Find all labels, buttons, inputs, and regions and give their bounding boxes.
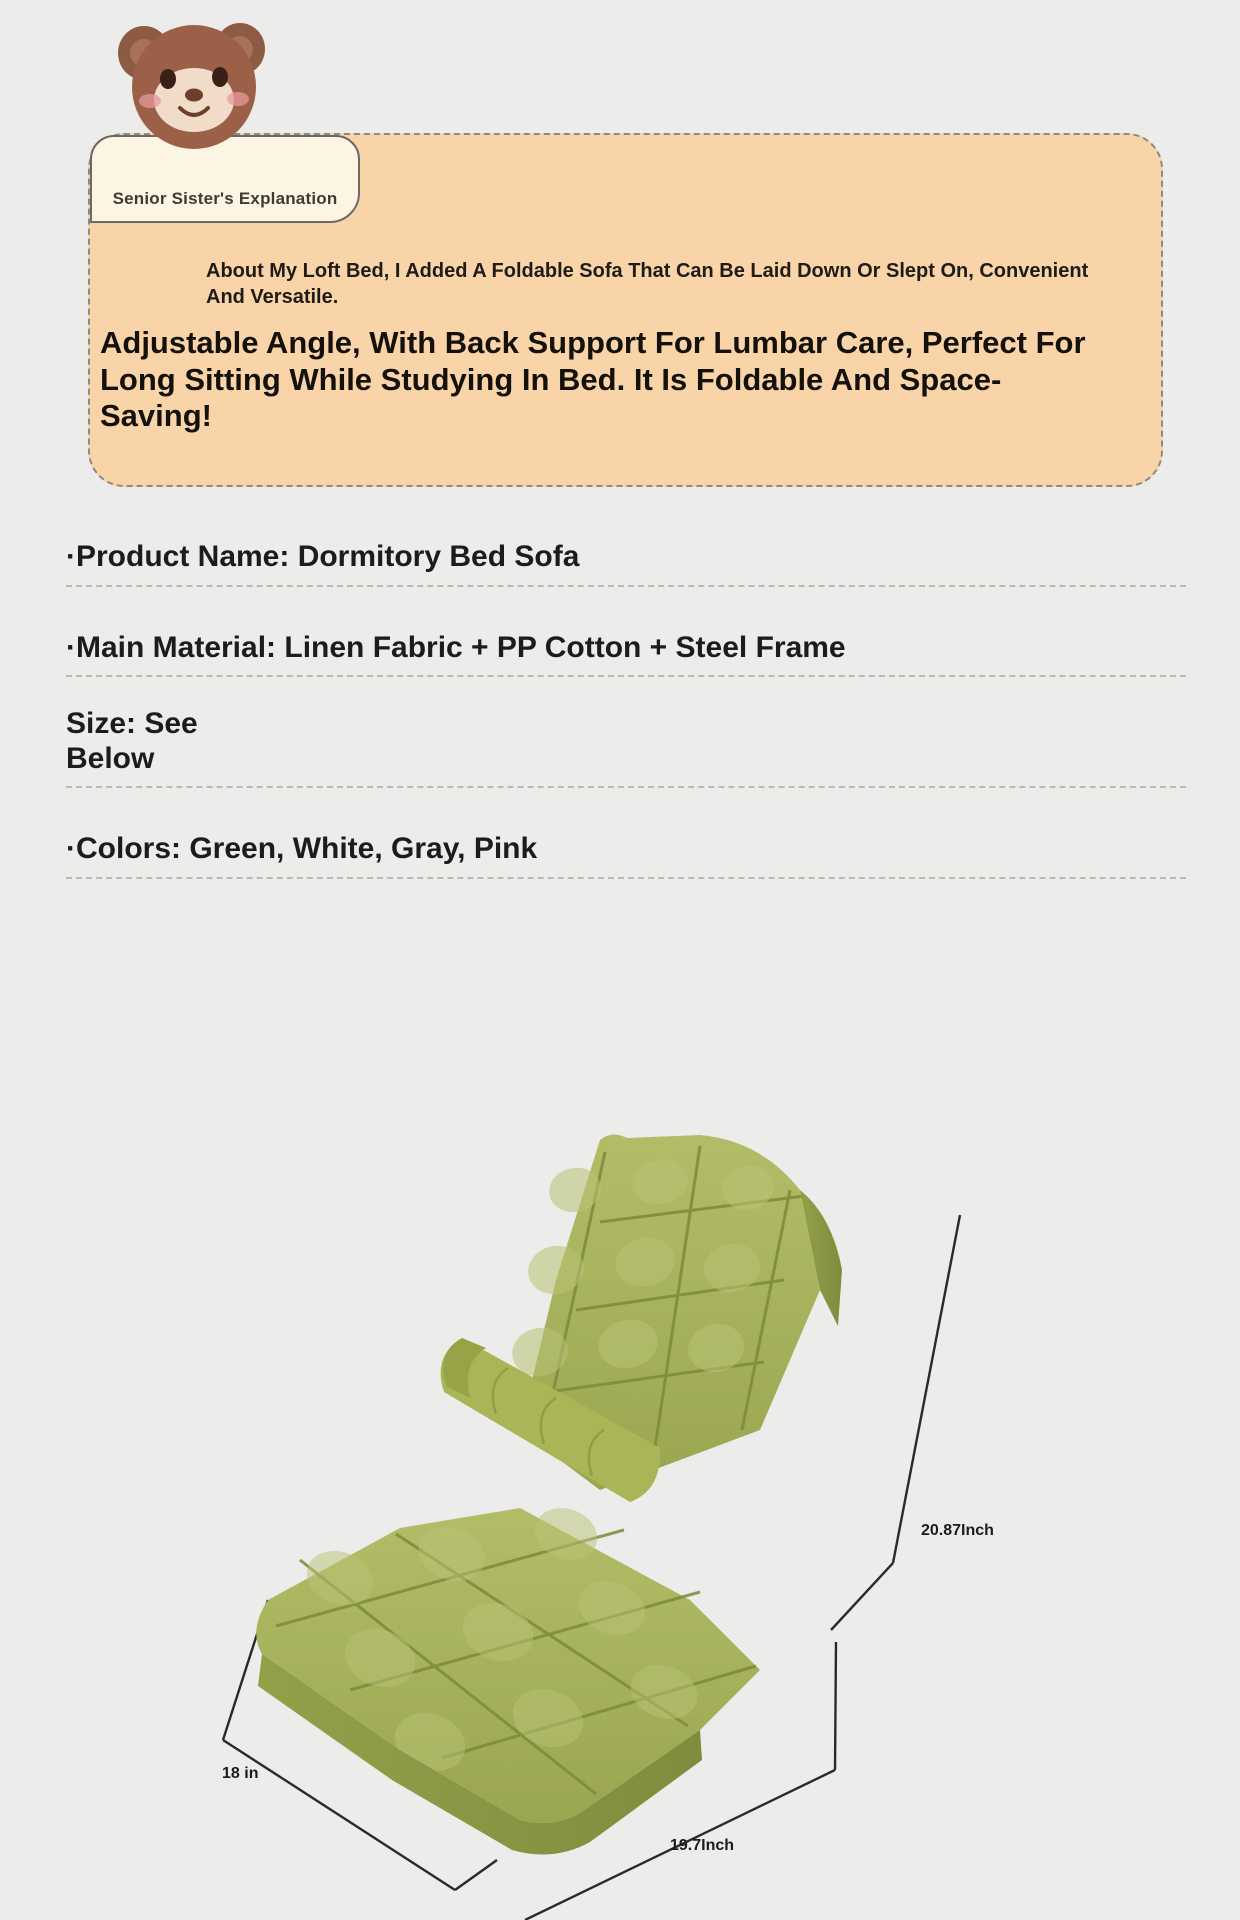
spec-text: ·Main Material: Linen Fabric + PP Cotton + Steel Frame bbox=[66, 630, 846, 664]
explanation-callout bbox=[88, 133, 1163, 487]
dimension-depth-label: 18 in bbox=[222, 1765, 259, 1782]
list-item bbox=[66, 707, 1186, 788]
callout-tab-label: Senior Sister's Explanation bbox=[112, 189, 338, 208]
list-item bbox=[66, 832, 1186, 879]
spec-list bbox=[66, 540, 1186, 905]
bear-mascot-icon bbox=[110, 15, 285, 160]
list-item bbox=[66, 540, 1186, 587]
list-item bbox=[66, 631, 1186, 678]
sofa-illustration bbox=[0, 1130, 1240, 1920]
spec-text: ·Colors: Green, White, Gray, Pink bbox=[66, 832, 538, 865]
spec-text: ·Product Name: Dormitory Bed Sofa bbox=[66, 540, 580, 573]
product-image-section bbox=[0, 1130, 1240, 1920]
dimension-height-label: 20.87Inch bbox=[921, 1522, 994, 1539]
callout-subtitle: About My Loft Bed, I Added A Foldable Sofa That Can Be Laid Down Or Slept On, Convenient And Versatile. bbox=[206, 260, 1089, 308]
dimension-width-label: 19.7Inch bbox=[670, 1837, 735, 1854]
spec-text: Size: See Below bbox=[66, 707, 198, 775]
callout-main-text: Adjustable Angle, With Back Support For Lumbar Care, Perfect For Long Sitting While Studying In Bed. It Is Foldable And Space-Saving! bbox=[100, 325, 1086, 434]
